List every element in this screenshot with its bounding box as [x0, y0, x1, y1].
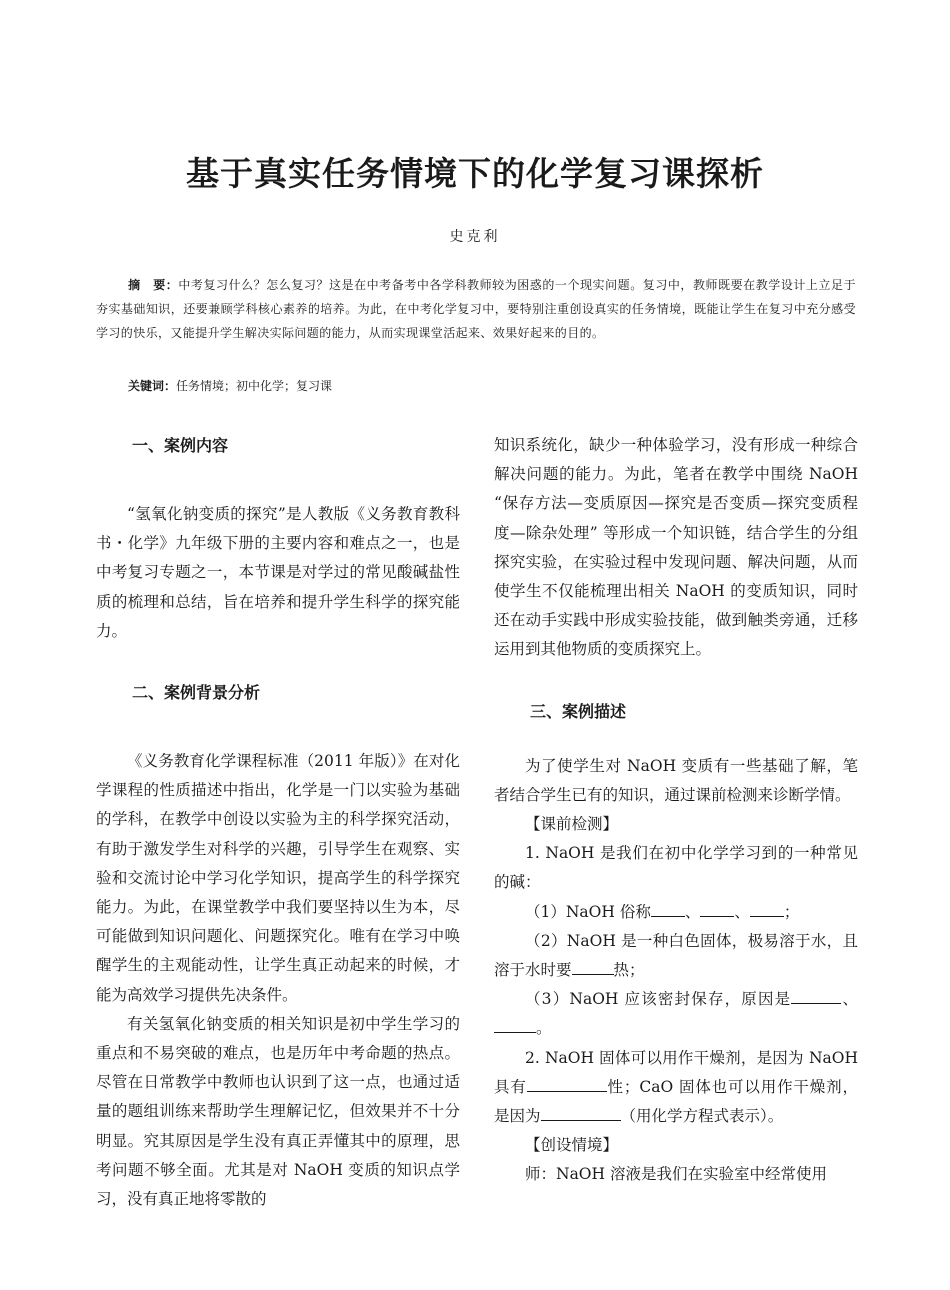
answer-blank	[541, 1104, 621, 1121]
answer-blank	[791, 987, 841, 1004]
paragraph: 《义务教育化学课程标准（2011 年版）》在对化学课程的性质描述中指出，化学是一门以实验为基础的学科，在教学中创设以实验为主的科学探究活动，有助于激发学生对科学的兴趣，引导学生在观察、实验和交流讨论中学习化学知识，提高学生的科学探究能力。为此，在课堂教学中我们要坚持以生为本，尽可能做到知识问题化、问题探究化。唯有在学习中唤醒学生的主观能动性，让学生真正动起来的时候，才能为高效学习提供先决条件。	[96, 752, 460, 1004]
question-1-3: （3）NaOH 应该密封保存，原因是 、。	[494, 985, 858, 1043]
paragraph-continued: 知识系统化，缺少一种体验学习，没有形成一种综合解决问题的能力。为此，笔者在教学中围绕 NaOH “保存方法—变质原因—探究是否变质—探究变质程度—除杂处理” 等形成一个知识链，结合学生的分组探究实验，在实验过程中发现问题、解决问题，从而使学生不仅能梳理出相关 NaOH 的变质知识，同时还在动手实践中形成实验技能，做到触类旁通，迁移运用到其他物质的变质探究上。	[494, 436, 858, 659]
answer-blank	[527, 1075, 607, 1092]
abstract-label: 摘 要：	[128, 278, 179, 292]
question-1: 1. NaOH 是我们在初中化学学习到的一种常见的碱：	[494, 844, 858, 892]
left-column	[96, 431, 460, 1214]
paragraph: 为了使学生对 NaOH 变质有一些基础了解，笔者结合学生已有的知识，通过课前检测来诊断学情。	[494, 756, 858, 804]
section-heading-2: 二、案例背景分析	[132, 683, 261, 703]
author-name: 史克利	[449, 229, 501, 245]
situation-label: 【创设情境】	[525, 1136, 619, 1155]
question-1-2: （2）NaOH 是一种白色固体，极易溶于水，且溶于水时要 热；	[494, 931, 858, 980]
abstract	[96, 273, 856, 345]
paragraph: 师：NaOH 溶液是我们在实验室中经常使用	[525, 1165, 827, 1184]
keywords-label: 关键词：	[128, 379, 177, 393]
paper-title: 基于真实任务情境下的化学复习课探析	[186, 154, 764, 193]
answer-blank	[572, 958, 614, 975]
answer-blank	[494, 1016, 536, 1033]
section-heading-3: 三、案例描述	[530, 701, 627, 721]
pretest-label: 【课前检测】	[525, 815, 619, 834]
question-2: 2. NaOH 固体可以用作干燥剂，是因为 NaOH 具有 性；CaO 固体也可以用作干燥剂，是因为 （用化学方程式表示）。	[494, 1048, 858, 1126]
right-column	[494, 431, 858, 1190]
answer-blank	[651, 900, 685, 917]
answer-blank	[750, 900, 784, 917]
keywords	[128, 374, 828, 398]
section-heading-1: 一、案例内容	[132, 436, 229, 455]
keywords-text: 任务情境；初中化学；复习课	[176, 379, 333, 393]
answer-blank	[700, 900, 734, 917]
question-1-1: （1）NaOH 俗称 、 、 ；	[494, 898, 858, 927]
paragraph: “氢氧化钠变质的探究”是人教版《义务教育教科书・化学》九年级下册的主要内容和难点之一，也是中考复习专题之一，本节课是对学过的常见酸碱盐性质的梳理和总结，旨在培养和提升学生科学的探究能力。	[96, 505, 460, 640]
paragraph: 有关氢氧化钠变质的相关知识是初中学生学习的重点和不易突破的难点，也是历年中考命题的热点。尽管在日常教学中教师也认识到了这一点，也通过适量的题组训练来帮助学生理解记忆，但效果并不十分明显。究其原因是学生没有真正弄懂其中的原理，思考问题不够全面。尤其是对 NaOH 变质的知识点学习，没有真正地将零散的	[96, 1014, 460, 1209]
abstract-text: 中考复习什么？怎么复习？这是在中考备考中各学科教师较为困惑的一个现实问题。复习中，教师既要在教学设计上立足于夯实基础知识，还要兼顾学科核心素养的培养。为此，在中考化学复习中，要特别注重创设真实的任务情境，既能让学生在复习中充分感受学习的快乐，又能提升学生解决实际问题的能力，从而实现课堂活起来、效果好起来的目的。	[96, 278, 856, 340]
